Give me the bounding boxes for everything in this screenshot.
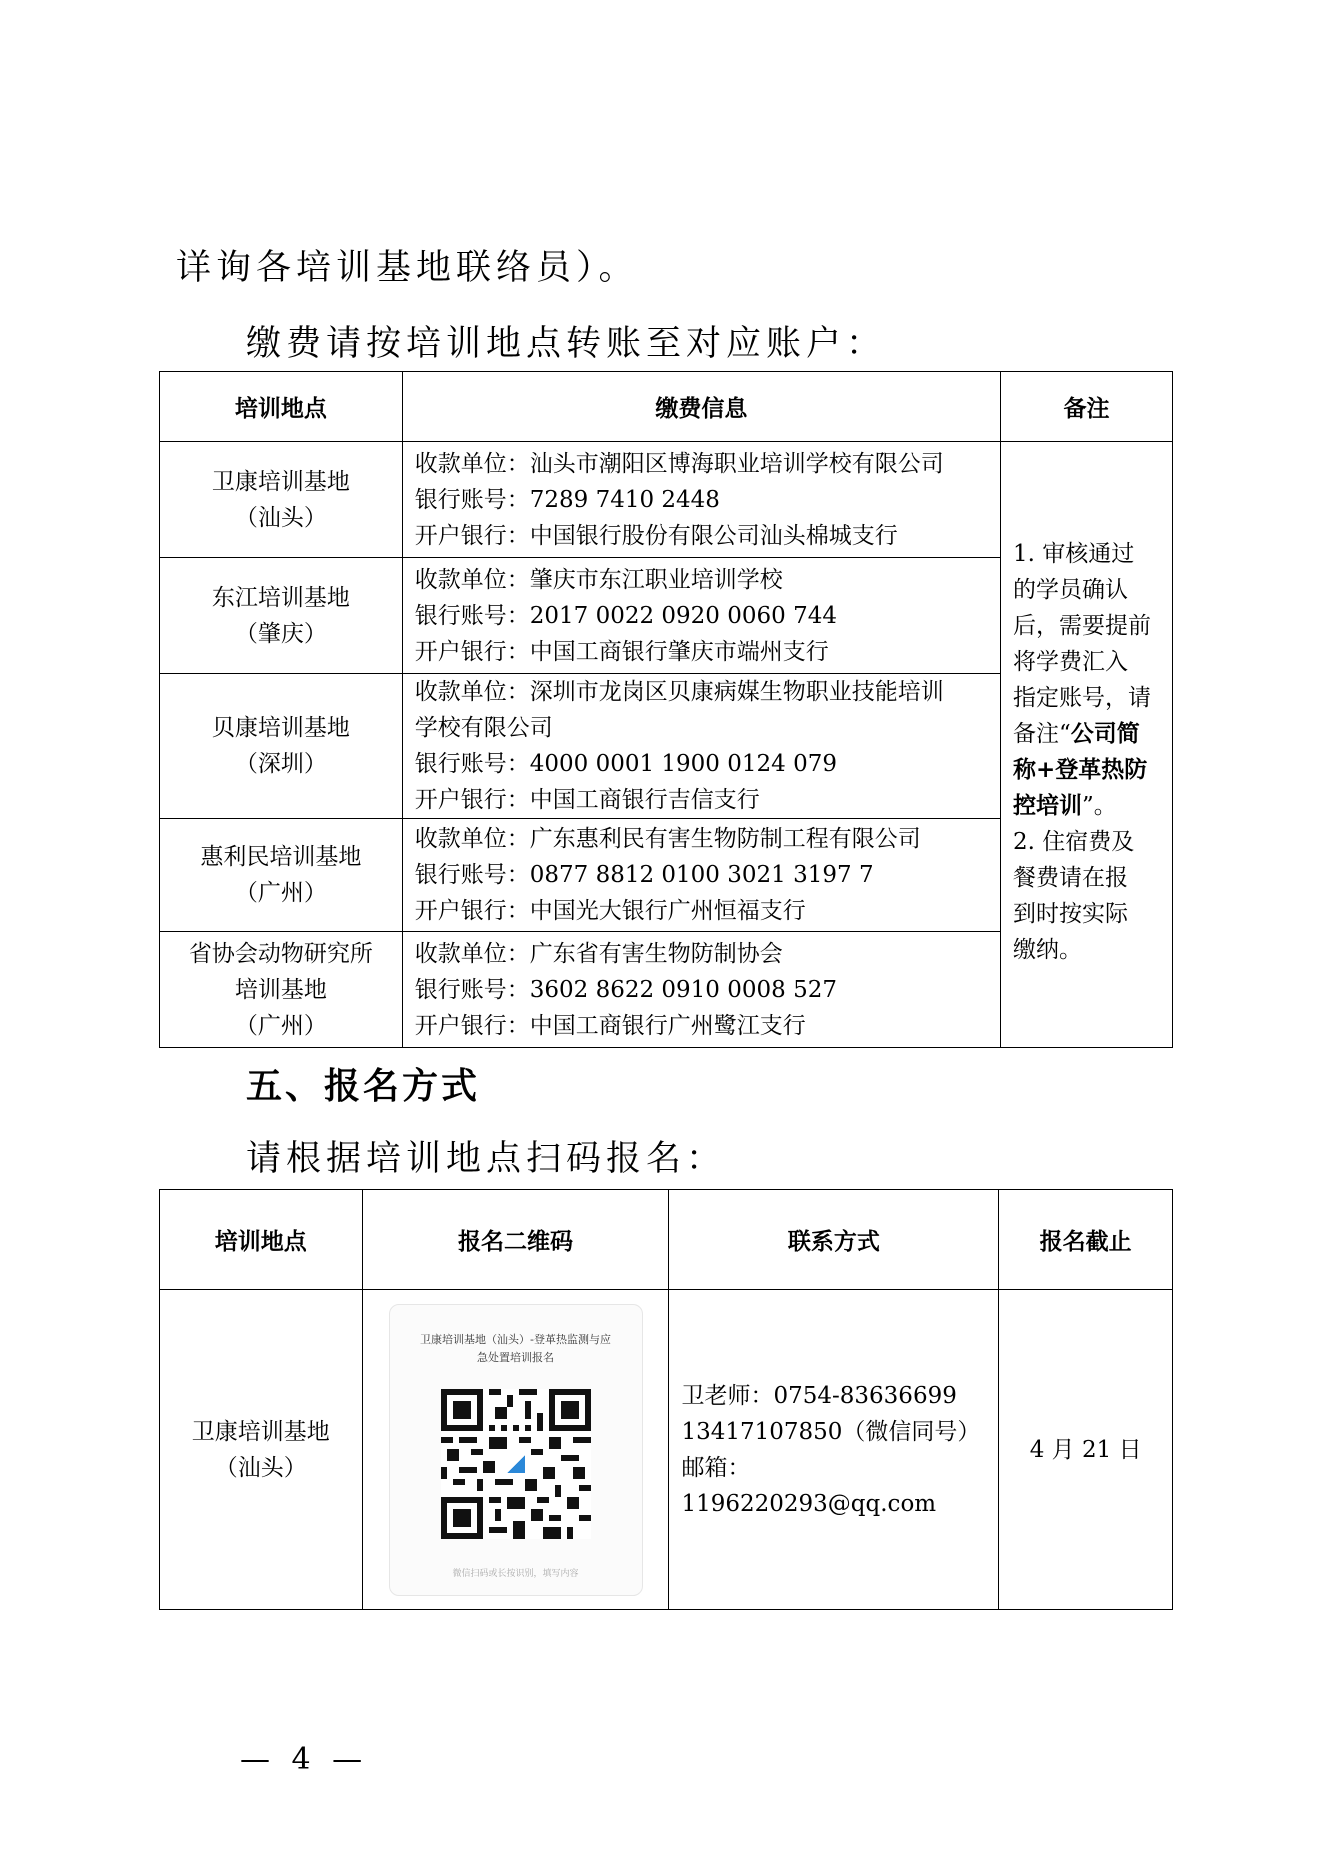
bank: 开户银行：中国工商银行吉信支行 <box>414 787 760 813</box>
payee: 收款单位：肇庆市东江职业培训学校 <box>414 566 783 593</box>
deadline-cell <box>999 1290 1173 1610</box>
location-city: （汕头） <box>214 1454 307 1481</box>
bank: 开户银行：中国光大银行广州恒福支行 <box>414 898 806 924</box>
payment-info-cell <box>402 819 1000 932</box>
location-cell <box>160 1290 363 1610</box>
payee: 收款单位：深圳市龙岗区贝康病媒生物职业技能培训 <box>414 679 944 705</box>
location-cell <box>160 674 403 819</box>
account-number: 银行账号：2017 0022 0920 0060 744 <box>414 602 837 629</box>
qr-caption: 微信扫码或长按识别，填写内容 <box>452 1568 579 1579</box>
qr-cell <box>362 1290 669 1610</box>
note-line: 的学员确认 <box>1013 577 1128 603</box>
header-contact: 联系方式 <box>669 1190 999 1290</box>
note-emphasis: 称+登革热防 <box>1013 757 1148 783</box>
bank: 开户银行：中国工商银行广州鹭江支行 <box>414 1012 806 1039</box>
header-remarks: 备注 <box>1001 372 1173 442</box>
payment-table-header <box>160 372 1173 442</box>
account-number: 银行账号：4000 0001 1900 0124 079 <box>414 751 837 777</box>
note-line: 2. 住宿费及 <box>1013 829 1135 855</box>
header-payment-info: 缴费信息 <box>402 372 1000 442</box>
location-city: （广州） <box>234 1012 327 1039</box>
page-number: — 4 — <box>240 1742 369 1777</box>
location-city: （汕头） <box>234 504 327 531</box>
location-cell <box>160 819 403 932</box>
registration-table-header <box>160 1190 1173 1290</box>
account-number: 银行账号：3602 8622 0910 0008 527 <box>414 976 837 1003</box>
note-line <box>1013 716 1164 752</box>
location-cell <box>160 932 403 1048</box>
account-number: 银行账号：7289 7410 2448 <box>414 486 720 513</box>
account-number: 银行账号：0877 8812 0100 3021 3197 7 <box>414 862 874 888</box>
table-row <box>160 1290 1173 1610</box>
payment-info-cell <box>402 442 1000 558</box>
table-row <box>160 442 1173 558</box>
note-line: 餐费请在报 <box>1013 865 1128 891</box>
note-line: 到时按实际 <box>1013 901 1128 927</box>
location-cell <box>160 558 403 674</box>
contact-phone: 卫老师：0754-83636699 <box>681 1382 957 1409</box>
intro-line-2: 缴费请按培训地点转账至对应账户： <box>246 324 887 364</box>
note-line: 将学费汇入 <box>1013 649 1128 675</box>
qr-title-line: 急处置培训报名 <box>477 1350 555 1364</box>
qr-code-icon[interactable] <box>441 1389 591 1539</box>
contact-cell <box>669 1290 999 1610</box>
intro-line-1: 详询各培训基地联络员）。 <box>176 248 639 288</box>
remarks-cell <box>1001 442 1173 1048</box>
location-city: （深圳） <box>234 751 327 777</box>
note-emphasis: 控培训 <box>1013 793 1082 819</box>
registration-table <box>159 1189 1173 1610</box>
payee: 收款单位：汕头市潮阳区博海职业培训学校有限公司 <box>414 450 944 477</box>
header-deadline: 报名截止 <box>999 1190 1173 1290</box>
payment-info-cell <box>402 558 1000 674</box>
location-name: 贝康培训基地 <box>211 715 350 741</box>
note-emphasis: 公司简 <box>1070 721 1140 747</box>
location-name: 卫康培训基地 <box>211 468 350 495</box>
payment-info-cell <box>402 932 1000 1048</box>
deadline: 4 月 21 日 <box>1029 1436 1142 1463</box>
note-text: 备注“ <box>1013 721 1071 747</box>
payee: 收款单位：广东惠利民有害生物防制工程有限公司 <box>414 826 921 852</box>
header-location: 培训地点 <box>160 372 403 442</box>
qr-title-line: 卫康培训基地（汕头）-登革热监测与应 <box>420 1332 612 1346</box>
payment-table <box>159 371 1173 1048</box>
payee-continued: 学校有限公司 <box>414 715 553 741</box>
location-name: 卫康培训基地 <box>191 1418 330 1445</box>
contact-email: 邮箱：1196220293@qq.com <box>681 1454 937 1517</box>
header-qr: 报名二维码 <box>362 1190 669 1290</box>
location-cell <box>160 442 403 558</box>
location-city: （肇庆） <box>234 620 327 647</box>
note-line <box>1013 752 1164 788</box>
contact-mobile: 13417107850（微信同号） <box>681 1418 981 1445</box>
section-heading: 五、报名方式 <box>246 1066 481 1107</box>
note-line <box>1013 788 1164 824</box>
section-intro: 请根据培训地点扫码报名： <box>246 1139 727 1179</box>
payee: 收款单位：广东省有害生物防制协会 <box>414 940 783 967</box>
location-name-line-2: 培训基地 <box>234 976 327 1003</box>
location-city: （广州） <box>234 880 327 906</box>
location-name: 东江培训基地 <box>211 584 350 611</box>
bank: 开户银行：中国银行股份有限公司汕头棉城支行 <box>414 522 898 549</box>
note-line: 后，需要提前 <box>1013 613 1151 639</box>
bank: 开户银行：中国工商银行肇庆市端州支行 <box>414 638 829 665</box>
note-line: 缴纳。 <box>1013 937 1082 963</box>
qr-card[interactable] <box>389 1304 643 1596</box>
payment-info-cell <box>402 674 1000 819</box>
note-text: ”。 <box>1082 793 1117 819</box>
header-location: 培训地点 <box>160 1190 363 1290</box>
qr-title <box>400 1331 632 1367</box>
location-name: 省协会动物研究所 <box>188 940 373 967</box>
note-line: 指定账号，请 <box>1013 685 1151 711</box>
location-name: 惠利民培训基地 <box>200 844 362 870</box>
note-line: 1. 审核通过 <box>1013 541 1135 567</box>
